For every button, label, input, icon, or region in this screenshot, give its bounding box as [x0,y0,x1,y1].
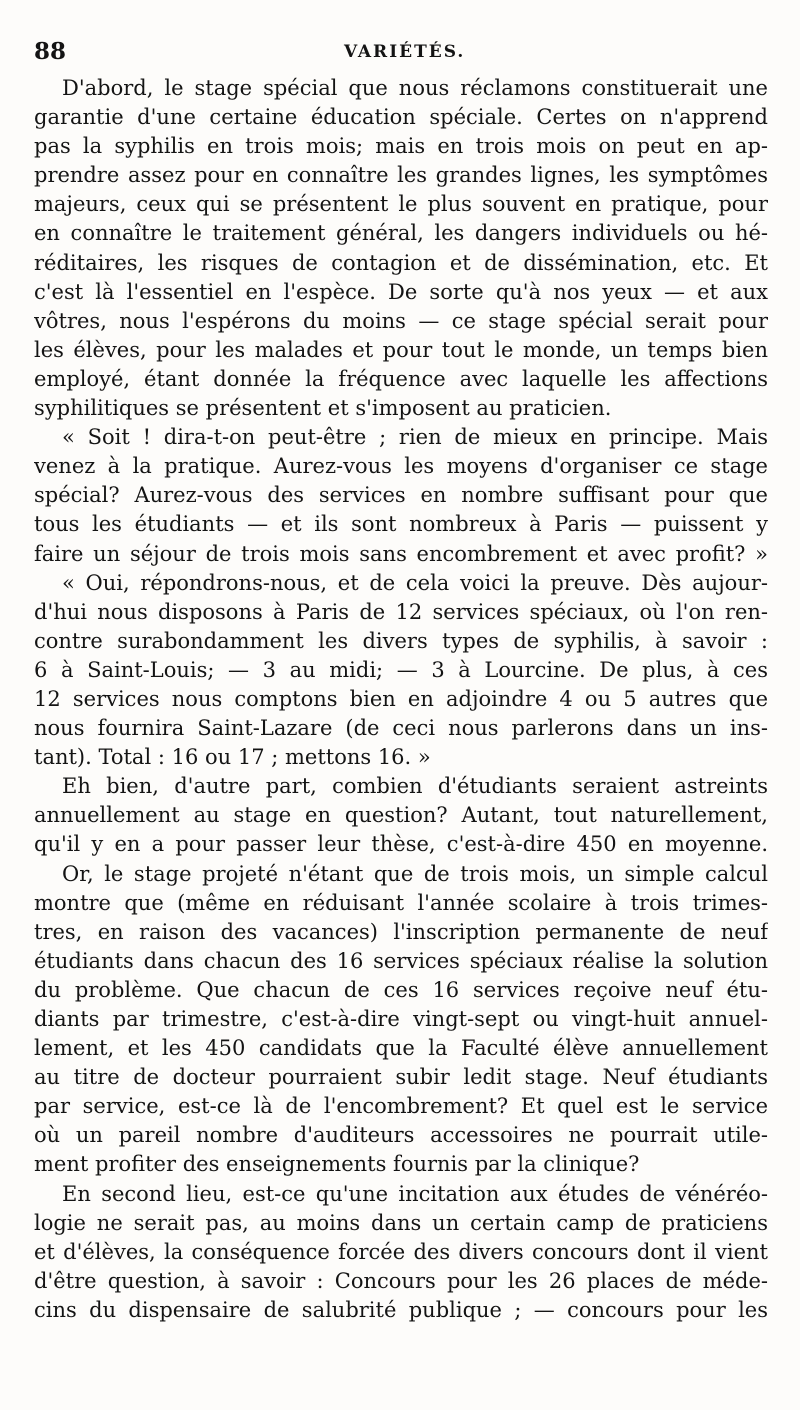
text-line: tres, en raison des vacances) l'inscription permanente de neuf [34,919,768,944]
text-line: Or, le stage projeté n'étant que de trois mois, un simple calcul [62,861,768,886]
text-line: tous les étudiants — et ils sont nombreux à Paris — puissent y [34,512,768,537]
text-line: spécial? Aurez-vous des services en nombre suffisant pour que [34,483,768,508]
text-line: pas la syphilis en trois mois; mais en trois mois on peut en ap- [34,134,768,159]
text-line: « Soit ! dira-t-on peut-être ; rien de mieux en principe. Mais [62,425,768,450]
text-line: réditaires, les risques de contagion et de dissémination, etc. Et [34,250,768,275]
text-line: où un pareil nombre d'auditeurs accessoires ne pourrait utile- [34,1123,768,1148]
text-line: tant). Total : 16 ou 17 ; mettons 16. » [34,745,431,770]
text-line: faire un séjour de trois mois sans encombrement et avec profit? » [34,541,768,566]
text-line: c'est là l'essentiel en l'espèce. De sorte qu'à nos yeux — et aux [34,279,768,304]
text-line: d'hui nous disposons à Paris de 12 services spéciaux, où l'on ren- [34,599,768,624]
text-line: du problème. Que chacun de ces 16 services reçoive neuf étu- [34,977,768,1002]
text-line: en connaître le traitement général, les dangers individuels ou hé- [34,221,768,246]
text-line: 12 services nous comptons bien en adjoindre 4 ou 5 autres que [34,686,768,711]
text-line: d'être question, à savoir : Concours pour les 26 places de méde- [34,1268,768,1293]
text-line: annuellement au stage en question? Autant, tout naturellement, [34,803,768,828]
text-line: En second lieu, est-ce qu'une incitation aux études de vénéréo- [62,1181,768,1206]
text-line: employé, étant donnée la fréquence avec laquelle les affections [34,366,768,391]
text-line: les élèves, pour les malades et pour tout le monde, un temps bien [34,337,768,362]
text-line: « Oui, répondrons-nous, et de cela voici la preuve. Dès aujour- [62,570,768,595]
text-line: venez à la pratique. Aurez-vous les moyens d'organiser ce stage [34,454,768,479]
text-line: lement, et les 450 candidats que la Faculté élève annuellement [34,1036,768,1061]
text-line: par service, est-ce là de l'encombrement? Et quel est le service [34,1094,768,1119]
text-line: et d'élèves, la conséquence forcée des divers concours dont il vient [34,1239,768,1264]
text-line: qu'il y en a pour passer leur thèse, c'est-à-dire 450 en moyenne. [34,832,768,857]
body-text [34,74,768,1325]
text-line: diants par trimestre, c'est-à-dire vingt-sept ou vingt-huit annuel- [34,1007,768,1031]
text-line: étudiants dans chacun des 16 services spéciaux réalise la solution [34,948,768,973]
text-line: vôtres, nous l'espérons du moins — ce stage spécial serait pour [34,308,768,333]
text-line: 6 à Saint-Louis; — 3 au midi; — 3 à Lourcine. De plus, à ces [34,657,768,682]
text-line: contre surabondamment les divers types de syphilis, à savoir : [34,628,768,653]
text-line: cins du dispensaire de salubrité publique ; — concours pour les [34,1297,768,1322]
running-title: VARIÉTÉS. [344,42,466,62]
text-line: D'abord, le stage spécial que nous réclamons constituerait une [62,76,768,100]
text-line: majeurs, ceux qui se présentent le plus souvent en pratique, pour [34,192,768,217]
text-line: prendre assez pour en connaître les grandes lignes, les symptômes [34,163,768,188]
text-line: logie ne serait pas, au moins dans un certain camp de praticiens [34,1210,768,1235]
text-line: syphilitiques se présentent et s'imposent au praticien. [34,396,612,421]
text-line: ment profiter des enseignements fournis par la clinique? [34,1152,640,1177]
text-line: garantie d'une certaine éducation spéciale. Certes on n'apprend [34,105,768,130]
text-line: Eh bien, d'autre part, combien d'étudiants seraient astreints [62,774,768,799]
page-header [34,38,760,68]
page-number: 88 [34,38,67,65]
text-line: au titre de docteur pourraient subir ledit stage. Neuf étudiants [34,1065,768,1090]
text-line: montre que (même en réduisant l'année scolaire à trois trimes- [34,890,768,915]
text-line: nous fournira Saint-Lazare (de ceci nous parlerons dans un ins- [34,716,768,741]
